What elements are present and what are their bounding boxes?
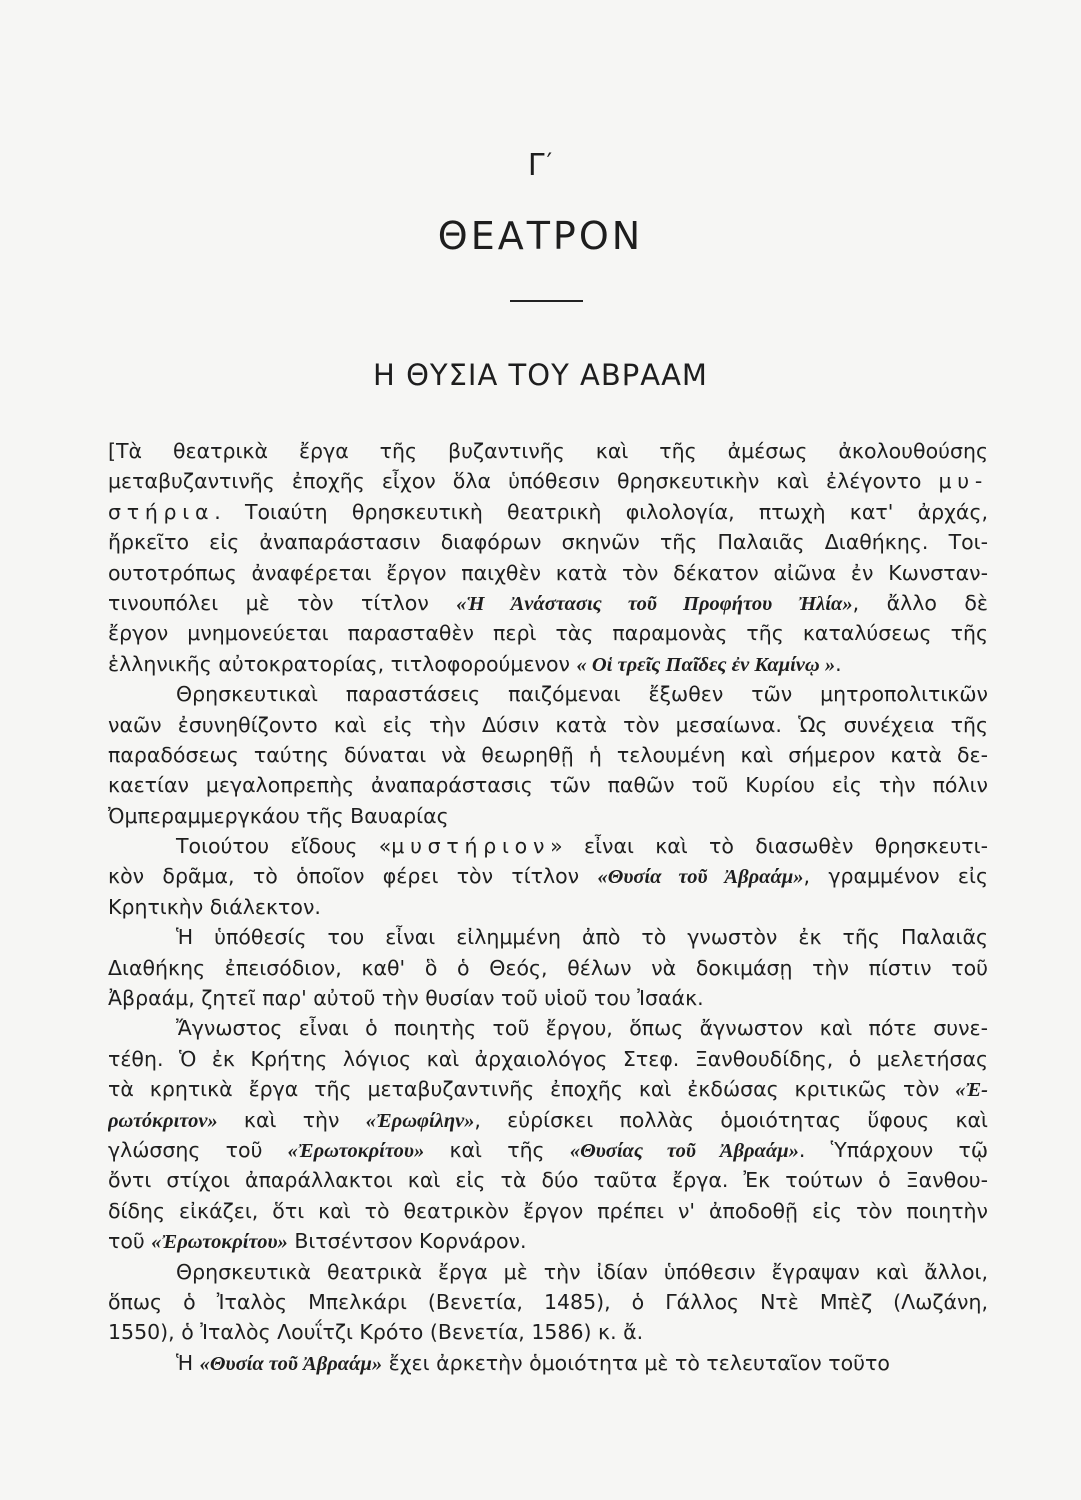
text-run: . Ὑπάρχουν τῷ <box>798 1137 988 1162</box>
text-line <box>108 801 988 831</box>
text-run: ἑλληνικῆς αὐτοκρατορίας, τιτλοφορούμενον <box>108 651 577 676</box>
text-line <box>108 922 988 952</box>
text-line <box>108 892 988 922</box>
text-run: κὸν δρᾶμα, τὸ ὁποῖον φέρει τὸν τίτλον <box>108 864 598 889</box>
text-run: ναῶν ἐσυνηθίζοντο καὶ εἰς τὴν Δύσιν κατὰ τὸν μεσαίωνα. Ὡς συνέχεια τῆς <box>108 712 988 737</box>
text-run: Θρησκευτικὰ θεατρικὰ ἔργα μὲ τὴν ἰδίαν ὑπόθεσιν ἔγραψαν καὶ ἄλλοι, <box>176 1259 988 1284</box>
text-run: καὶ τῆς <box>424 1137 570 1162</box>
text-run: Διαθήκης ἐπεισόδιον, καθ' ὃ ὁ Θεός, θέλων νὰ δοκιμάσῃ τὴν πίστιν τοῦ <box>108 955 988 980</box>
text-line <box>108 740 988 770</box>
text-line <box>108 679 988 709</box>
text-line <box>108 558 988 588</box>
text-line <box>108 527 988 557</box>
text-line <box>108 1165 988 1195</box>
text-run: . Τοιαύτη θρησκευτικὴ θεατρικὴ φιλολογία, πτωχὴ κατ' ἀρχάς, <box>214 499 988 524</box>
work-title: « Οἱ τρεῖς Παῖδες ἐν Καμίνῳ » <box>576 653 836 676</box>
text-run: γλώσσης τοῦ <box>108 1137 288 1162</box>
text-line <box>108 1105 988 1135</box>
text-line <box>108 1317 988 1347</box>
text-line <box>108 1287 988 1317</box>
text-run: , εὑρίσκει πολλὰς ὁμοιότητας ὕφους καὶ <box>474 1107 988 1132</box>
text-run: τέθη. Ὁ ἐκ Κρήτης λόγιος καὶ ἀρχαιολόγος Στεφ. Ξανθουδίδης, ὁ μελετήσας <box>108 1046 988 1071</box>
work-title: «Ἐρωτοκρίτου» <box>151 1231 288 1254</box>
text-run: 1550), ὁ Ἰταλὸς Λουΐτζι Κρότο (Βενετία, 1586) κ. ἄ. <box>108 1320 644 1345</box>
text-line <box>108 1135 988 1165</box>
text-line <box>108 770 988 800</box>
spaced-emphasis: μυ- <box>938 469 988 494</box>
text-run: Ἡ <box>176 1350 200 1375</box>
text-run: Βιτσέντσον Κορνάρον. <box>287 1229 527 1254</box>
text-run: [Τὰ θεατρικὰ ἔργα τῆς βυζαντινῆς καὶ τῆς ἀμέσως ἀκολουθούσης <box>108 439 988 463</box>
text-run: δίδης εἰκάζει, ὅτι καὶ τὸ θεατρικὸν ἔργον πρέπει ν' ἀποδοθῇ εἰς τὸν ποιητὴν <box>108 1198 988 1223</box>
chapter-title: ΘΕΑΤΡΟΝ <box>437 214 644 258</box>
text-line <box>108 1044 988 1074</box>
text-line <box>108 588 988 618</box>
text-run: ἔχει ἀρκετὴν ὁμοιότητα μὲ τὸ τελευταῖον τοῦτο <box>382 1350 890 1375</box>
text-run: Ἀβραάμ, ζητεῖ παρ' αὐτοῦ τὴν θυσίαν τοῦ υἱοῦ του Ἰσαάκ. <box>108 986 704 1011</box>
chapter-number <box>0 148 1081 183</box>
text-run: Κρητικὴν διάλεκτον. <box>108 894 321 919</box>
text-line <box>108 1074 988 1104</box>
text-run: Ἄγνωστος εἶναι ὁ ποιητὴς τοῦ ἔργου, ὅπως ἄγνωστον καὶ πότε συνε- <box>176 1016 988 1041</box>
text-run: μεταβυζαντινῆς ἐποχῆς εἶχον ὅλα ὑπόθεσιν θρησκευτικὴν καὶ ἐλέγοντο <box>108 469 939 494</box>
text-line <box>108 710 988 740</box>
work-title: «Ἐ- <box>955 1079 988 1102</box>
text-run: ὄντι στίχοι ἀπαράλλακτοι καὶ εἰς τὰ δύο ταῦτα ἔργα. Ἐκ τούτων ὁ Ξανθου- <box>108 1168 988 1193</box>
text-line <box>108 861 988 891</box>
text-line <box>108 953 988 983</box>
text-line <box>108 466 988 496</box>
spaced-emphasis: μυστήριον <box>391 834 551 859</box>
text-run: τὰ κρητικὰ ἔργα τῆς μεταβυζαντινῆς ἐποχῆς καὶ ἐκδώσας κριτικῶς τὸν <box>108 1077 956 1102</box>
work-title: «Ἐρωφίλην» <box>365 1109 475 1132</box>
text-run: ἔργον μνημονεύεται παρασταθὲν περὶ τὰς παραμονὰς τῆς καταλύσεως τῆς <box>108 621 988 646</box>
text-run: καετίαν μεγαλοπρεπὴς ἀναπαράστασις τῶν παθῶν τοῦ Κυρίου εἰς τὴν πόλιν <box>108 773 988 798</box>
text-run: παραδόσεως ταύτης δύναται νὰ θεωρηθῇ ἡ τελουμένη καὶ σήμερον κατὰ δε- <box>108 742 988 767</box>
text-run: Ἡ ὑπόθεσίς του εἶναι εἰλημμένη ἀπὸ τὸ γνωστὸν ἐκ τῆς Παλαιᾶς <box>176 925 988 950</box>
text-run: τινουπόλει μὲ τὸν τίτλον <box>108 590 457 615</box>
text-run: ουτοτρόπως ἀναφέρεται ἔργον παιχθὲν κατὰ τὸν δέκατον αἰῶνα ἐν Κωνσταν- <box>108 560 988 585</box>
text-line <box>108 1013 988 1043</box>
text-run: , ἄλλο δὲ <box>852 590 988 615</box>
chapter-letter: Γ <box>527 148 546 183</box>
text-line <box>108 831 988 861</box>
text-line <box>108 436 988 466</box>
text-line <box>108 1257 988 1287</box>
text-line <box>108 983 988 1013</box>
work-title: «Ἡ Ἀνάστασις τοῦ Προφήτου Ἠλία» <box>456 592 853 615</box>
text-run: » εἶναι καὶ τὸ διασωθὲν θρησκευτι- <box>550 834 988 859</box>
work-title: «Θυσίας τοῦ Ἀβραάμ» <box>569 1139 799 1162</box>
work-title: «Ἐρωτοκρίτου» <box>287 1139 425 1162</box>
text-run: Ὀμπεραμμεργκάου τῆς Βαυαρίας <box>108 803 449 828</box>
text-line <box>108 497 988 527</box>
work-title: ρωτόκριτον» <box>108 1109 218 1132</box>
text-line <box>108 618 988 648</box>
text-run: . <box>835 651 842 676</box>
text-line <box>108 1226 988 1256</box>
chapter-numeral-mark: ′ <box>546 148 554 176</box>
text-run: ἤρκεῖτο εἰς ἀναπαράστασιν διαφόρων σκηνῶν τῆς Παλαιᾶς Διαθήκης. Τοι- <box>108 530 988 555</box>
text-run: καὶ τὴν <box>217 1107 366 1132</box>
text-run: ὅπως ὁ Ἰταλὸς Μπελκάρι (Βενετία, 1485), ὁ Γάλλος Ντὲ Μπὲζ (Λωζάνη, <box>108 1289 988 1314</box>
body-text <box>108 436 988 1378</box>
work-title: «Θυσία τοῦ Ἀβραάμ» <box>597 866 804 889</box>
text-run: Τοιούτου εἴδους « <box>176 834 392 859</box>
text-line <box>108 649 988 679</box>
section-title: Η ΘΥΣΙΑ ΤΟΥ ΑΒΡΑΑΜ <box>373 358 708 392</box>
text-run: τοῦ <box>108 1229 152 1254</box>
text-run: , γραμμένον εἰς <box>803 864 988 889</box>
text-line <box>108 1196 988 1226</box>
spaced-emphasis: στήρια <box>108 499 215 524</box>
title-divider <box>510 300 583 302</box>
text-line <box>108 1348 988 1378</box>
text-run: Θρησκευτικαὶ παραστάσεις παιζόμεναι ἔξωθεν τῶν μητροπολιτικῶν <box>176 682 988 707</box>
work-title: «Θυσία τοῦ Ἀβραάμ» <box>199 1352 383 1375</box>
